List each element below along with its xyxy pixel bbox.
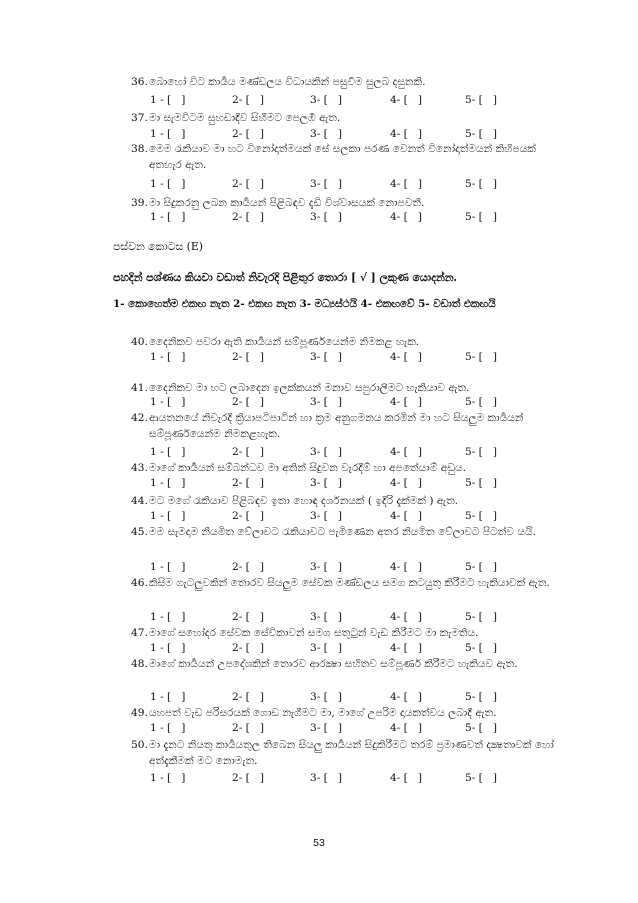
option-5[interactable]: 5- [ ] bbox=[465, 128, 498, 140]
option-4[interactable]: 4- [ ] bbox=[390, 642, 423, 654]
option-2[interactable]: 2- [ ] bbox=[232, 178, 265, 190]
question-42 bbox=[131, 410, 571, 442]
option-2[interactable]: 2- [ ] bbox=[232, 561, 265, 573]
answer-options bbox=[150, 691, 570, 705]
option-3[interactable]: 3- [ ] bbox=[310, 351, 343, 363]
option-2[interactable]: 2- [ ] bbox=[232, 611, 265, 623]
option-4[interactable]: 4- [ ] bbox=[390, 561, 423, 573]
option-2[interactable]: 2- [ ] bbox=[232, 510, 265, 522]
question-text: යහපත් වැඩ පරිසරයක් ගොඩ නැගීමට මා, මාගේ උපරිම දායකත්වය ලබාදී ඇත. bbox=[149, 707, 497, 719]
question-text: මා සිදුකරනු ලබන කාර්‍යයන් පිළිබඳව දැඩි විශ්වාසයක් නොපවතී. bbox=[149, 197, 425, 209]
option-5[interactable]: 5- [ ] bbox=[465, 396, 498, 408]
option-4[interactable]: 4- [ ] bbox=[390, 94, 423, 106]
question-45 bbox=[131, 524, 571, 540]
question-number: 42. bbox=[131, 412, 148, 424]
question-39 bbox=[131, 195, 571, 211]
answer-options bbox=[150, 178, 570, 192]
option-4[interactable]: 4- [ ] bbox=[390, 446, 423, 458]
option-4[interactable]: 4- [ ] bbox=[390, 211, 423, 223]
answer-options bbox=[150, 772, 570, 786]
option-2[interactable]: 2- [ ] bbox=[232, 477, 265, 489]
option-3[interactable]: 3- [ ] bbox=[310, 128, 343, 140]
answer-options bbox=[150, 477, 570, 491]
option-1[interactable]: 1 - [ ] bbox=[150, 446, 186, 458]
question-50 bbox=[131, 737, 571, 769]
question-text: මාගේ කාර්‍යයන් සම්බන්ධව මා අතින් සිදුවන වැරදීම් හා අපතේයාම් අඩුය. bbox=[149, 462, 467, 474]
option-5[interactable]: 5- [ ] bbox=[465, 510, 498, 522]
option-4[interactable]: 4- [ ] bbox=[390, 178, 423, 190]
option-3[interactable]: 3- [ ] bbox=[310, 691, 343, 703]
option-2[interactable]: 2- [ ] bbox=[232, 691, 265, 703]
option-1[interactable]: 1 - [ ] bbox=[150, 477, 186, 489]
option-3[interactable]: 3- [ ] bbox=[310, 94, 343, 106]
option-5[interactable]: 5- [ ] bbox=[465, 178, 498, 190]
question-38 bbox=[131, 141, 571, 173]
question-47 bbox=[131, 625, 571, 641]
question-text: මෙම රැකියාව මා හට විනෝදාත්මයක් සේ සලකා පරණ වෙනත් විනෝදාත්මයන් කිහිපයක් අතහැර ඇත. bbox=[149, 143, 536, 171]
page-number: 53 bbox=[313, 837, 325, 849]
question-number: 40. bbox=[131, 336, 148, 348]
option-3[interactable]: 3- [ ] bbox=[310, 178, 343, 190]
option-5[interactable]: 5- [ ] bbox=[465, 691, 498, 703]
option-1[interactable]: 1 - [ ] bbox=[150, 691, 186, 703]
answer-options bbox=[150, 128, 570, 142]
option-5[interactable]: 5- [ ] bbox=[465, 94, 498, 106]
option-1[interactable]: 1 - [ ] bbox=[150, 396, 186, 408]
option-1[interactable]: 1 - [ ] bbox=[150, 611, 186, 623]
option-4[interactable]: 4- [ ] bbox=[390, 351, 423, 363]
option-4[interactable]: 4- [ ] bbox=[390, 477, 423, 489]
option-1[interactable]: 1 - [ ] bbox=[150, 178, 186, 190]
option-2[interactable]: 2- [ ] bbox=[232, 396, 265, 408]
option-4[interactable]: 4- [ ] bbox=[390, 611, 423, 623]
question-number: 38. bbox=[131, 143, 148, 155]
option-5[interactable]: 5- [ ] bbox=[465, 772, 498, 784]
question-48 bbox=[131, 656, 571, 672]
question-text: මා සැමවිටම සුහඩාදිව සිහීමට පෙලඹී ඇත. bbox=[149, 112, 341, 124]
option-5[interactable]: 5- [ ] bbox=[465, 722, 498, 734]
question-text: මට මගේ රැකියාව පිළිබඳව ඉතා හොඳ දර්ශනයක් ( ඉදිරි දැක්මක් ) ඇත. bbox=[149, 495, 459, 507]
option-5[interactable]: 5- [ ] bbox=[465, 446, 498, 458]
question-number: 44. bbox=[131, 495, 148, 507]
question-number: 50. bbox=[131, 739, 148, 751]
question-number: 47. bbox=[131, 627, 148, 639]
question-40 bbox=[131, 334, 571, 350]
answer-options bbox=[150, 446, 570, 460]
question-number: 36. bbox=[131, 76, 148, 88]
option-5[interactable]: 5- [ ] bbox=[465, 611, 498, 623]
option-3[interactable]: 3- [ ] bbox=[310, 396, 343, 408]
question-41 bbox=[131, 380, 571, 396]
question-number: 39. bbox=[131, 197, 148, 209]
question-36 bbox=[131, 74, 571, 90]
option-2[interactable]: 2- [ ] bbox=[232, 351, 265, 363]
option-1[interactable]: 1 - [ ] bbox=[150, 211, 186, 223]
answer-options bbox=[150, 351, 570, 365]
answer-options bbox=[150, 611, 570, 625]
option-3[interactable]: 3- [ ] bbox=[310, 642, 343, 654]
option-4[interactable]: 4- [ ] bbox=[390, 691, 423, 703]
option-3[interactable]: 3- [ ] bbox=[310, 772, 343, 784]
question-number: 37. bbox=[131, 112, 148, 124]
question-text: දෛනිකව මා හට ලබාදෙන ඉලක්කයන් මනාව සපුරාලීමට හැකියාව ඇත. bbox=[149, 382, 470, 394]
option-2[interactable]: 2- [ ] bbox=[232, 446, 265, 458]
option-2[interactable]: 2- [ ] bbox=[232, 211, 265, 223]
option-3[interactable]: 3- [ ] bbox=[310, 477, 343, 489]
option-3[interactable]: 3- [ ] bbox=[310, 561, 343, 573]
option-1[interactable]: 1 - [ ] bbox=[150, 722, 186, 734]
question-text: මම සැමදාම නියමිත වේලාවට රැකියාවට පැමිණෙන අතර නියමිත වේලාවට පිටත්ව යයි. bbox=[149, 526, 536, 538]
question-number: 41. bbox=[131, 382, 148, 394]
answer-options bbox=[150, 211, 570, 225]
question-text: ආයතනයේ නිවැරදි ක්‍රියාපටිපාටින් හා ක්‍රම අනුගමනය කරමින් මා හට සියලුම කාර්‍යයන් සම්පූර්ණයෙන්ම නිමකළහැක. bbox=[149, 412, 524, 440]
question-number: 49. bbox=[131, 707, 148, 719]
option-2[interactable]: 2- [ ] bbox=[232, 772, 265, 784]
question-44 bbox=[131, 493, 571, 509]
option-4[interactable]: 4- [ ] bbox=[390, 396, 423, 408]
answer-options bbox=[150, 94, 570, 108]
option-4[interactable]: 4- [ ] bbox=[390, 128, 423, 140]
option-3[interactable]: 3- [ ] bbox=[310, 611, 343, 623]
answer-options bbox=[150, 722, 570, 736]
option-1[interactable]: 1 - [ ] bbox=[150, 642, 186, 654]
question-number: 48. bbox=[131, 658, 148, 670]
section-title: පස්වන කොටස (E) bbox=[113, 240, 203, 253]
option-5[interactable]: 5- [ ] bbox=[465, 211, 498, 223]
answer-options bbox=[150, 396, 570, 410]
instruction-text: පහදින් පශ්ණය කියවා වඩාත් නිවැරදි පිළිතුර තොරා [ √ ] ලකුණ යොදන්න. bbox=[113, 271, 458, 284]
option-1[interactable]: 1 - [ ] bbox=[150, 510, 186, 522]
option-1[interactable]: 1 - [ ] bbox=[150, 128, 186, 140]
question-43 bbox=[131, 460, 571, 476]
question-number: 45. bbox=[131, 526, 148, 538]
option-1[interactable]: 1 - [ ] bbox=[150, 351, 186, 363]
option-3[interactable]: 3- [ ] bbox=[310, 446, 343, 458]
question-text: මාගේ කාර්‍යයන් උපදේශකින් තොරව ආරක්‍ෂා සහිතව සම්පූර්ණ කිරීමට හැකියව ඇත. bbox=[149, 658, 518, 670]
option-5[interactable]: 5- [ ] bbox=[465, 642, 498, 654]
question-text: මා දැනට නියතු කාර්‍යයතුල තිබෙන සියලු කාර්‍යයන් සිදුකිරීමට තරම් ප්‍රමාණවත් දක්‍ෂතාවක් හෝ අත්දැකීමක් මට නොමැත. bbox=[149, 739, 554, 767]
question-46 bbox=[131, 575, 571, 591]
answer-options bbox=[150, 510, 570, 524]
option-2[interactable]: 2- [ ] bbox=[232, 722, 265, 734]
option-1[interactable]: 1 - [ ] bbox=[150, 94, 186, 106]
question-text: දෛනිකව පවරා ඇති කාර්‍යයන් සම්පූර්ණයෙන්ම නිමකළ හැක. bbox=[149, 336, 420, 348]
question-text: මාගේ සහෝදර සේවක සේවිකාවන් සමග සතුටුන් වැඩ කිරීමට මා කැමතිය. bbox=[149, 627, 479, 639]
answer-options bbox=[150, 561, 570, 575]
option-4[interactable]: 4- [ ] bbox=[390, 510, 423, 522]
question-text: කිසිම ගැටලුවකින් තොරව සියලුම සේවක මණ්ඩලය සමග කටයුතු කිරීමට හැකියාවක් ඇත. bbox=[149, 577, 550, 589]
option-5[interactable]: 5- [ ] bbox=[465, 561, 498, 573]
rating-scale-legend: 1- කොහෙත්ම එකඟ නැත 2- එකඟ නැත 3- මධ්‍යස්ථයි 4- එකඟවේ 5- වඩාත් එකඟයි bbox=[113, 298, 496, 310]
option-3[interactable]: 3- [ ] bbox=[310, 211, 343, 223]
option-3[interactable]: 3- [ ] bbox=[310, 510, 343, 522]
question-number: 46. bbox=[131, 577, 148, 589]
option-5[interactable]: 5- [ ] bbox=[465, 351, 498, 363]
option-1[interactable]: 1 - [ ] bbox=[150, 561, 186, 573]
option-5[interactable]: 5- [ ] bbox=[465, 477, 498, 489]
question-37 bbox=[131, 110, 571, 126]
option-2[interactable]: 2- [ ] bbox=[232, 642, 265, 654]
option-3[interactable]: 3- [ ] bbox=[310, 722, 343, 734]
option-2[interactable]: 2- [ ] bbox=[232, 94, 265, 106]
option-4[interactable]: 4- [ ] bbox=[390, 722, 423, 734]
answer-options bbox=[150, 642, 570, 656]
option-1[interactable]: 1 - [ ] bbox=[150, 772, 186, 784]
option-4[interactable]: 4- [ ] bbox=[390, 772, 423, 784]
question-number: 43. bbox=[131, 462, 148, 474]
option-2[interactable]: 2- [ ] bbox=[232, 128, 265, 140]
question-text: බොහෝ විට කාර්‍යය මණ්ඩලය විධායකින් පසුවීම සුලබ දසුනකි. bbox=[149, 76, 426, 88]
question-49 bbox=[131, 705, 571, 721]
